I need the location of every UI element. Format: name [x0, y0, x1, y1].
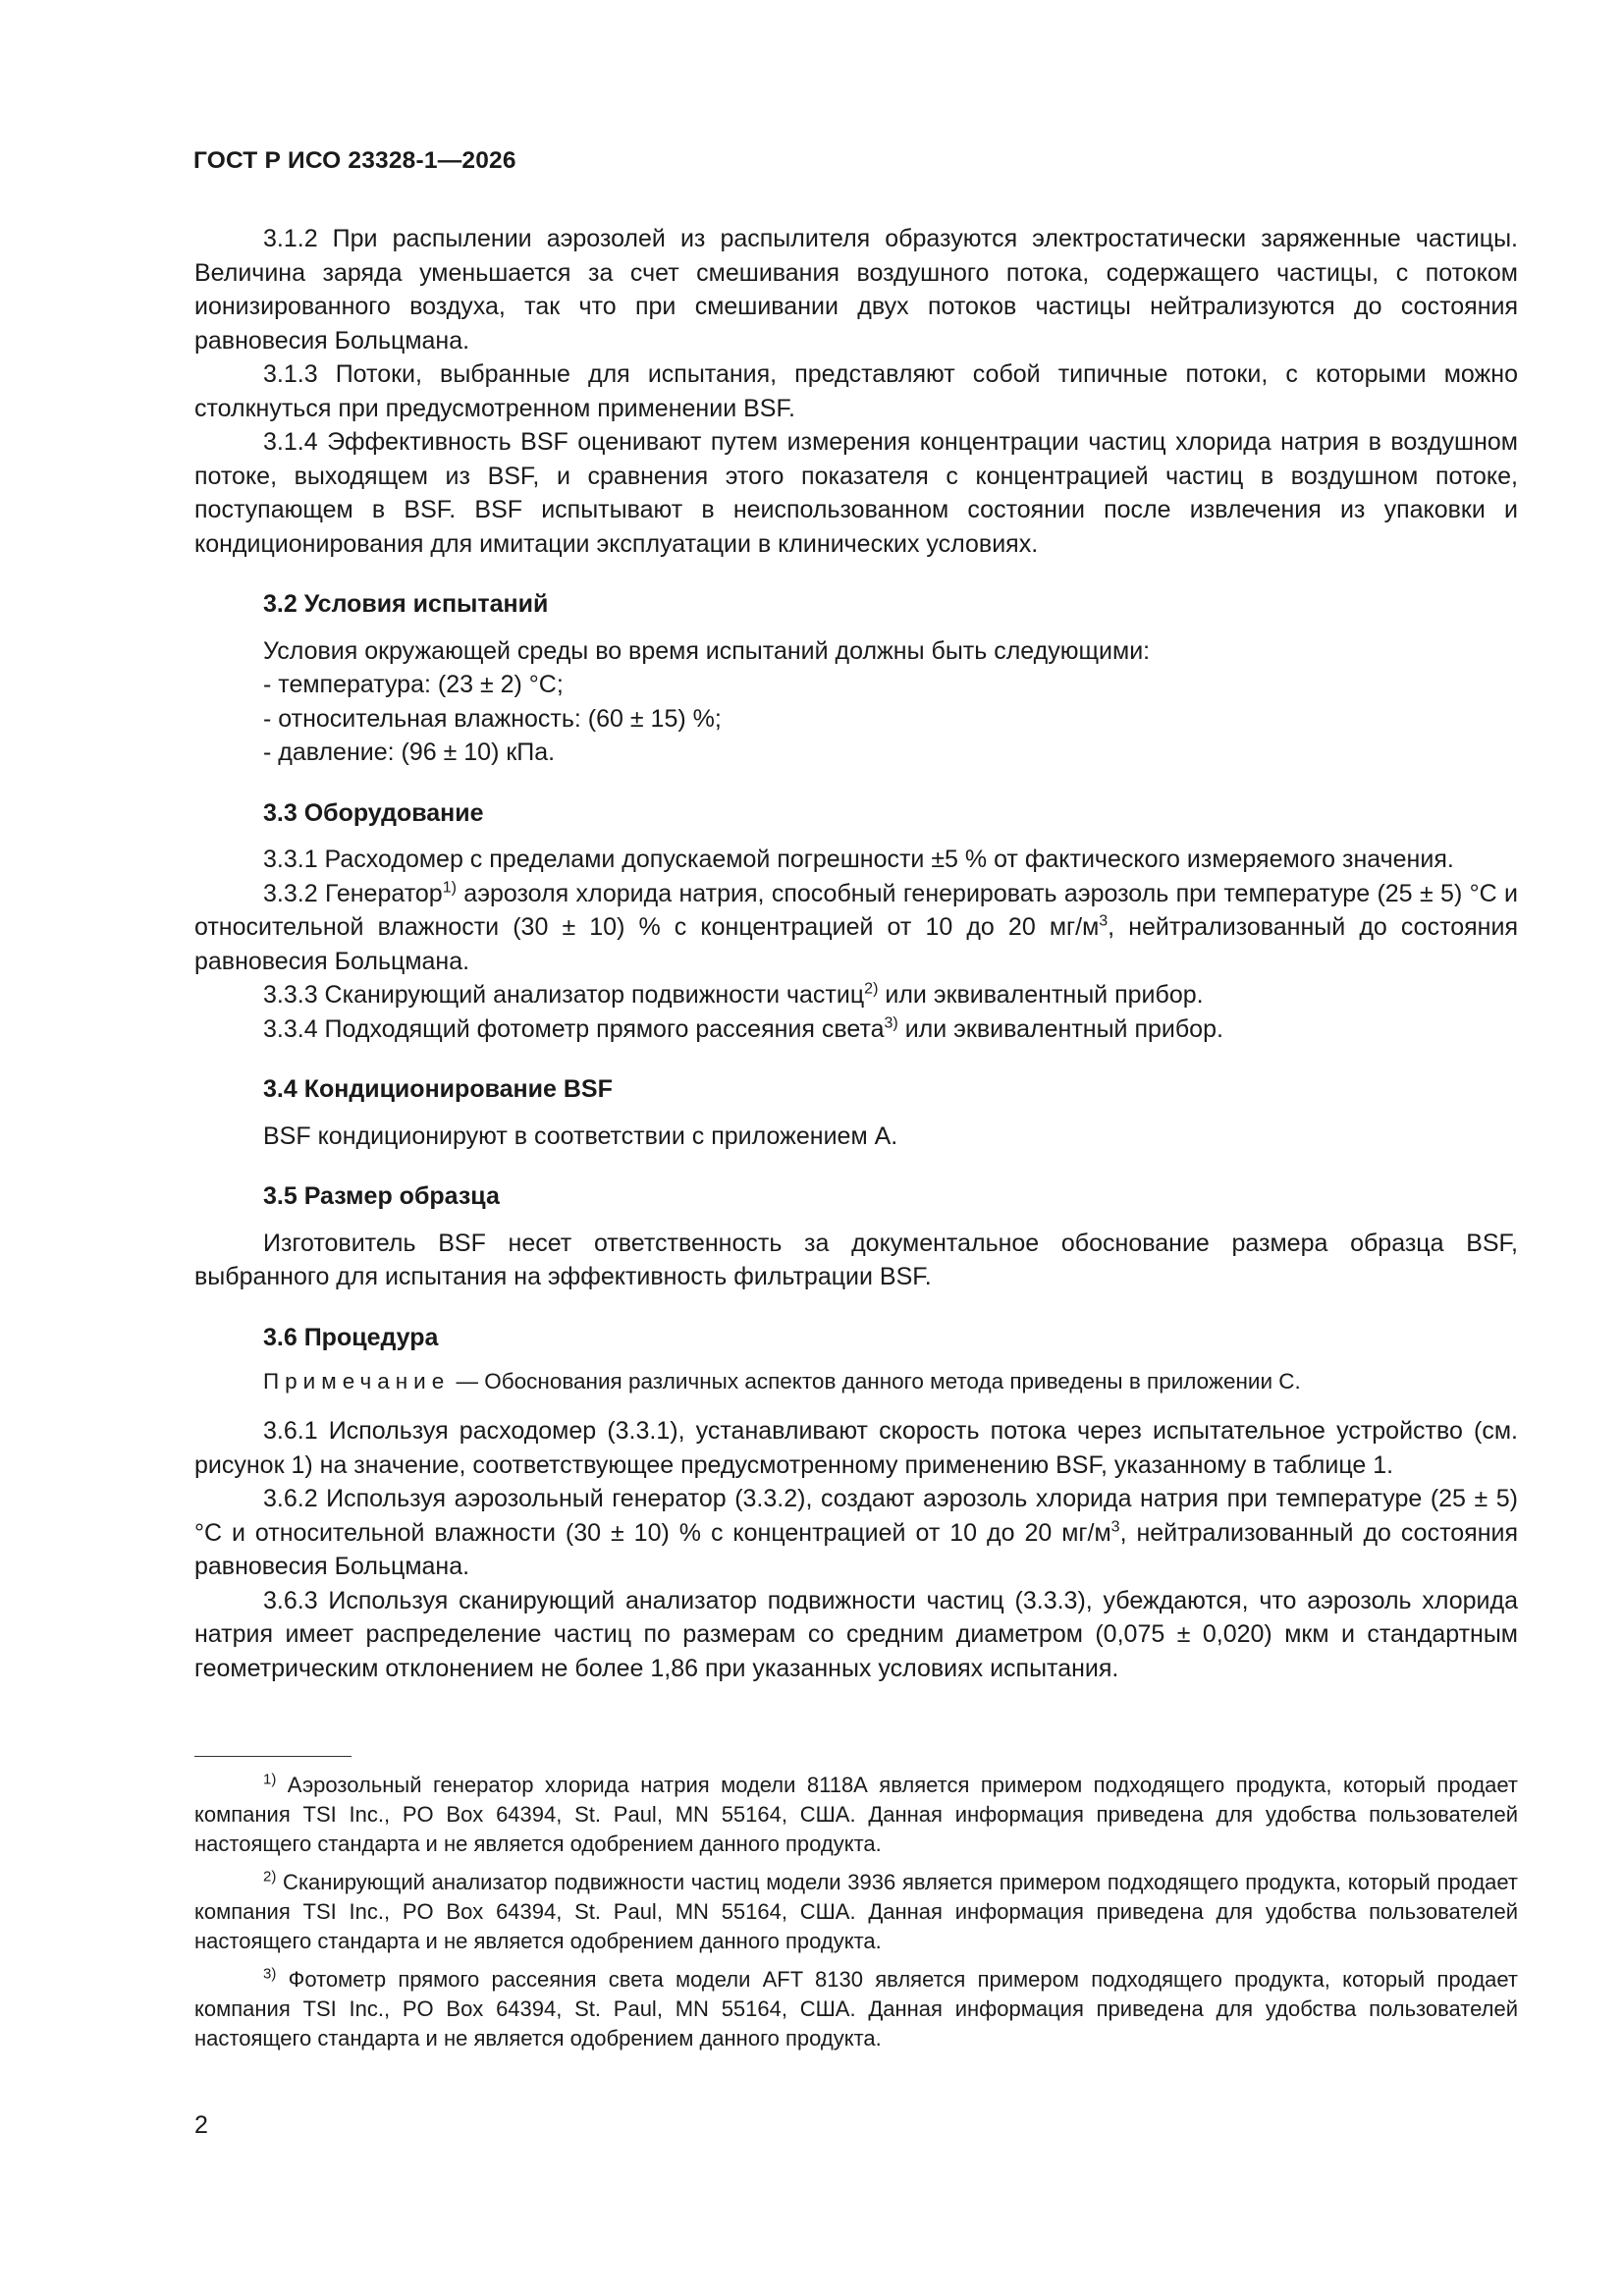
paragraph-3-1-2: 3.1.2 При распылении аэрозолей из распылителя образуются электростатически заряженные частицы. Величина заряда уменьшается за счет смешивания воздушного потока, содержащего частицы, с потоком ионизированного воздуха, так что при смешивании двух потоков частицы нейтрализуются до состояния равновесия Больцмана. — [194, 225, 1518, 355]
note-label: Примечание — [263, 1369, 451, 1394]
paragraph-3-6-2: 3.6.2 Используя аэрозольный генератор (3.3.2), создают аэрозоль хлорида натрия при температуре (25 ± 5) °С и относительной влажности (30 ± 10) % с концентрацией от 10 до 20 $мг/м^3$, нейтрализованный до состояния равновесия Больцмана. — [194, 1485, 1519, 1580]
paragraph-3-6-3: 3.6.3 Используя сканирующий анализатор подвижности частиц (3.3.3), убеждаются, что аэрозоль хлорида натрия имеет распределение частиц по размерам со средним диаметром (0,075 ± 0,020) мкм и стандартным геометрическим отклонением не более 1,86 при указанных условиях испытания. — [194, 1586, 1518, 1682]
paragraph-3-4: BSF кондиционируют в соответствии с приложением А. — [263, 1121, 898, 1150]
paragraph-3-1-3: 3.1.3 Потоки, выбранные для испытания, представляют собой типичные потоки, с которыми можно столкнуться при предусмотренном применении BSF. — [194, 360, 1518, 422]
paragraph-3-3-3: 3.3.3 Сканирующий анализатор подвижности частиц$^{2)}$ или эквивалентный прибор. — [263, 980, 1204, 1009]
footnote-divider — [194, 1756, 352, 1757]
paragraph-3-6-1: 3.6.1 Используя расходомер (3.3.1), устанавливают скорость потока через испытательное устройство (см. рисунок 1) на значение, соответствующее предусмотренному применению BSF, указанному в таблице 1. — [194, 1417, 1518, 1479]
paragraph-3-1-4: 3.1.4 Эффективность BSF оценивают путем измерения концентрации частиц хлорида натрия в воздушном потоке, выходящем из BSF, и сравнения этого показателя с концентрацией частиц в воздушном потоке, поступающем в BSF. BSF испытывают в неиспользованном состоянии после извлечения из упаковки и кондиционирования для имитации эксплуатации в клинических условиях. — [194, 428, 1518, 558]
section-heading-3-5: 3.5 Размер образца — [263, 1182, 500, 1210]
footnote-1: $^{1)}$ Аэрозольный генератор хлорида натрия модели 8118А является примером подходящего продукта, который продает компания TSI Inc., PO Box 64394, St. Paul, MN 55164, США. Данная информация приведена для удобства пользователей настоящего стандарта и не является одобрением данного продукта. — [194, 1771, 1518, 1856]
page-number: 2 — [194, 2111, 208, 2139]
footnote-2: $^{2)}$ Сканирующий анализатор подвижности частиц модели 3936 является примером подходящего продукта, который продает компания TSI Inc., PO Box 64394, St. Paul, MN 55164, США. Данная информация приведена для удобства пользователей настоящего стандарта и не является одобрением данного продукта. — [194, 1868, 1518, 1953]
paragraph-3-5: Изготовитель BSF несет ответственность за документальное обоснование размера образца BSF, выбранного для испытания на эффективность фильтрации BSF. — [194, 1229, 1518, 1290]
document-body — [194, 222, 1518, 1685]
conditions-lead: Условия окружающей среды во время испытаний должны быть следующими: — [263, 636, 1151, 665]
section-heading-3-6: 3.6 Процедура — [263, 1323, 439, 1351]
note — [194, 1367, 1518, 1396]
footnote-ref-1: 1) — [442, 879, 457, 897]
note-text: — Обоснования различных аспектов данного метода приведены в приложении С. — [450, 1369, 1301, 1394]
section-heading-3-4: 3.4 Кондиционирование BSF — [263, 1075, 613, 1103]
document-header: ГОСТ Р ИСО 23328-1—2026 — [193, 147, 516, 174]
paragraph-3-3-1: 3.3.1 Расходомер с пределами допускаемой погрешности ±5 % от фактического измеряемого значения. — [263, 846, 1454, 873]
section-heading-3-3: 3.3 Оборудование — [263, 798, 484, 827]
footnote-ref-3: 3) — [884, 1014, 898, 1032]
conditions-list — [194, 668, 1518, 770]
paragraph-3-3-4: 3.3.4 Подходящий фотометр прямого рассеяния света$^{3)}$ или эквивалентный прибор. — [263, 1014, 1223, 1043]
footnotes — [194, 1771, 1518, 2062]
list-item: - относительная влажность: (60 ± 15) %; — [263, 704, 722, 733]
section-heading-3-2: 3.2 Условия испытаний — [263, 590, 549, 618]
list-item: - температура: (23 ± 2) °С; — [263, 671, 564, 698]
list-item: - давление: (96 ± 10) кПа. — [263, 738, 556, 766]
paragraph-3-3-2: 3.3.2 Генератор$^{1)}$ аэрозоля хлорида натрия, способный генерировать аэрозоль при температуре (25 ± 5) °С и относительной влажности (30 ± 10) % с концентрацией от 10 до 20 $мг/м^3$, нейтрализованный до состояния равновесия Больцмана. — [194, 879, 1519, 975]
footnote-3: $^{3)}$ Фотометр прямого рассеяния света модели AFT 8130 является примером подходящего продукта, который продает компания TSI Inc., PO Box 64394, St. Paul, MN 55164, США. Данная информация приведена для удобства пользователей настоящего стандарта и не является одобрением данного продукта. — [194, 1965, 1518, 2050]
footnote-ref-2: 2) — [864, 980, 879, 998]
